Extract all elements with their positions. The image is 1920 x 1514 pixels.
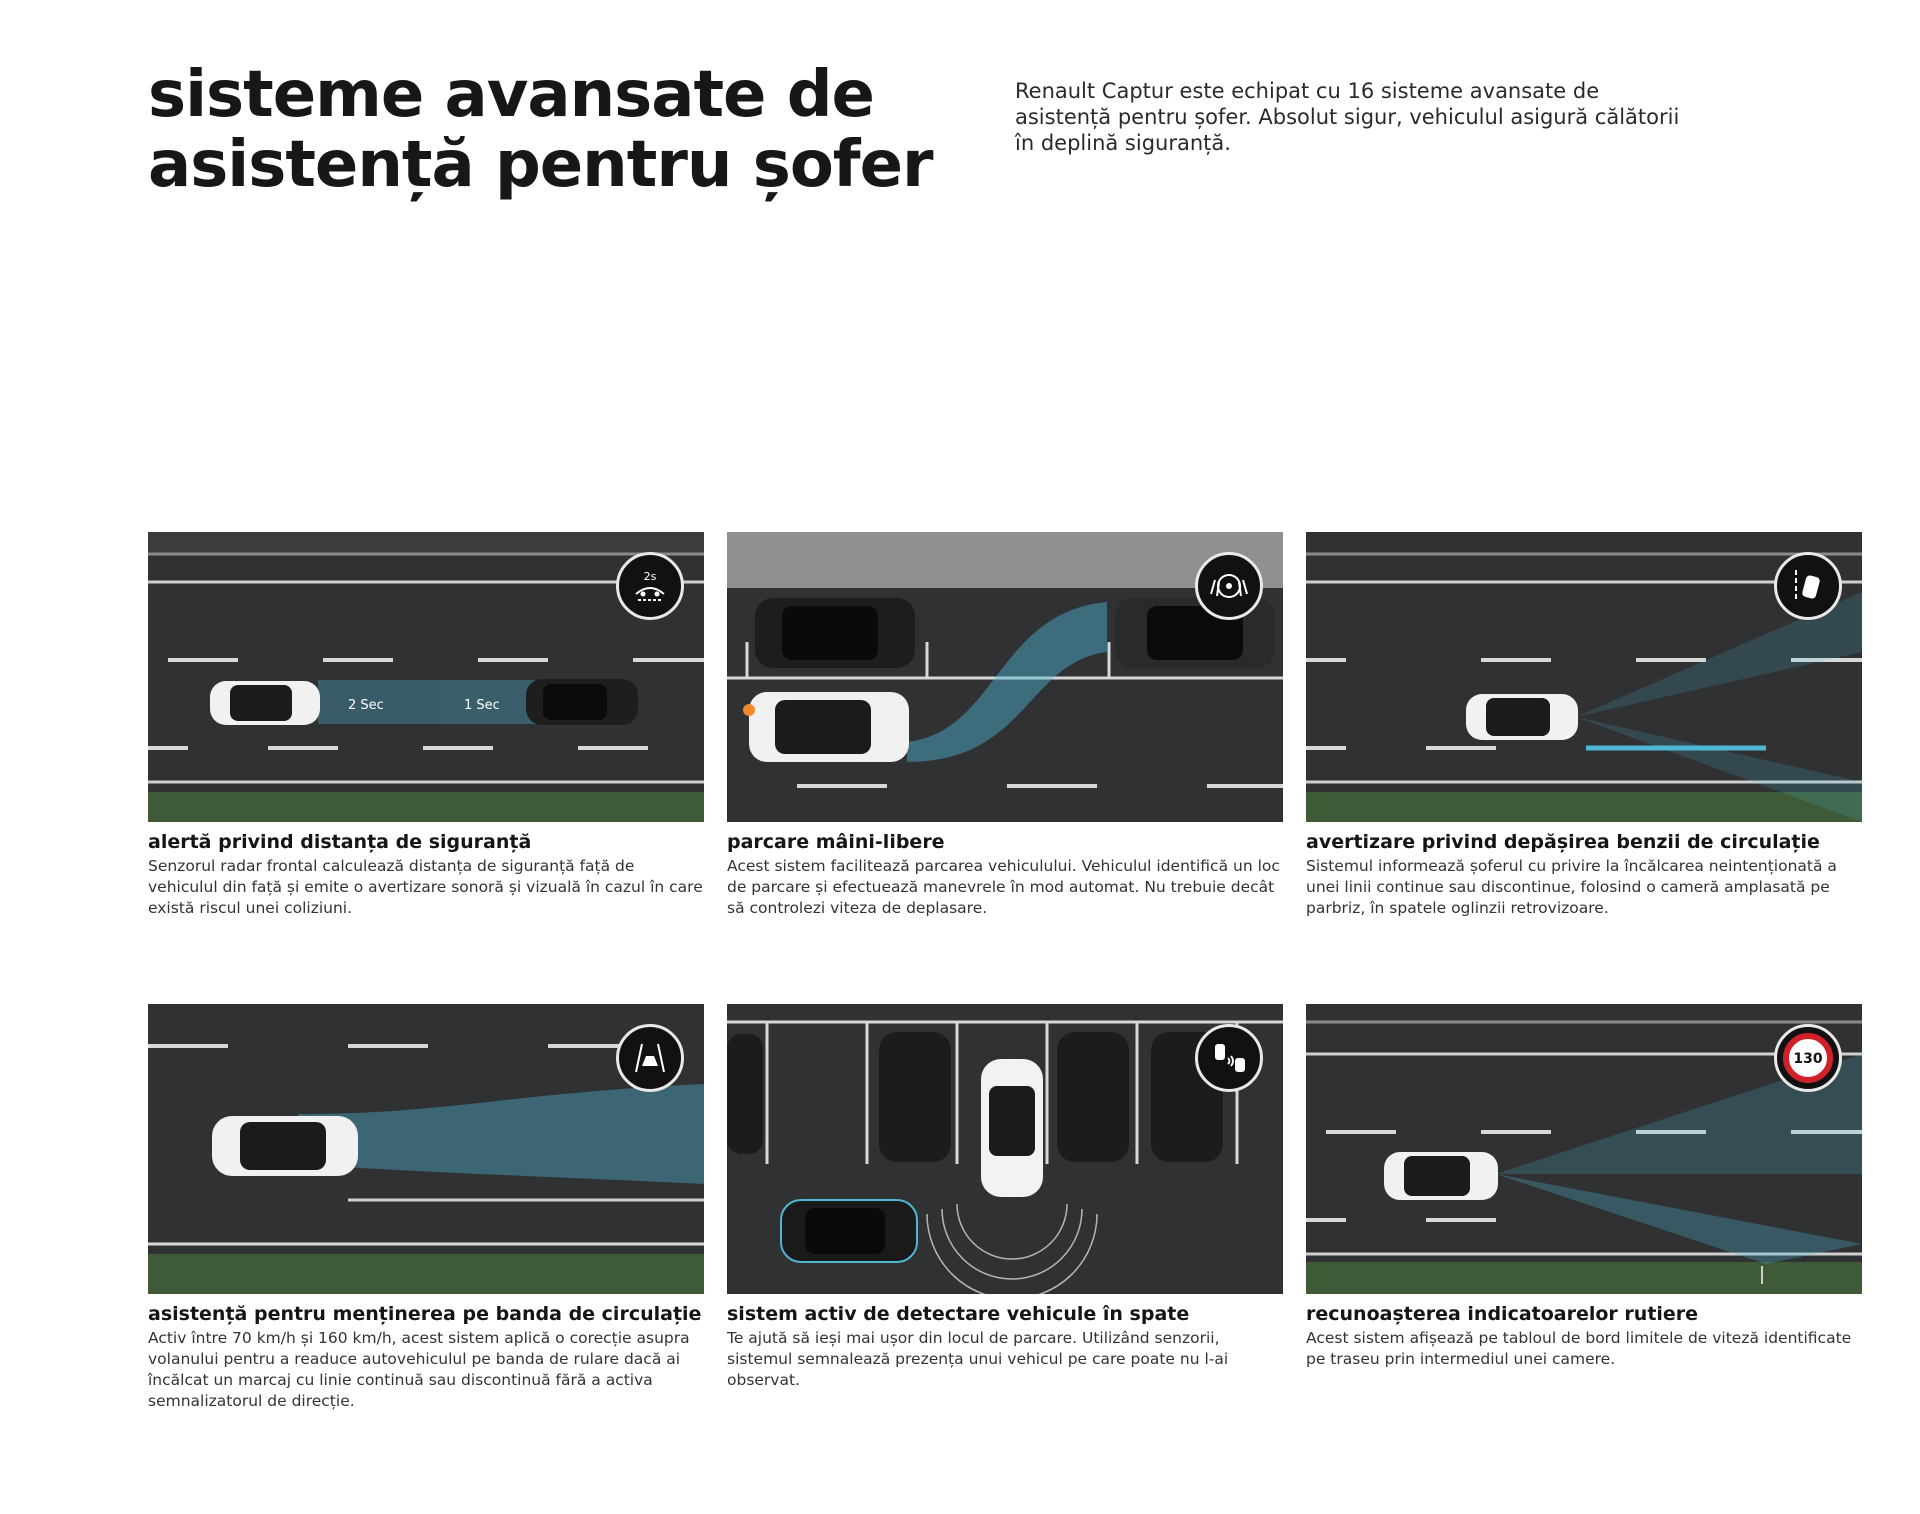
gap-label-2s: 2 Sec — [348, 698, 384, 713]
lane-departure-icon — [1774, 552, 1842, 620]
sign-recognition-image — [1306, 1004, 1862, 1294]
feature-description: Acest sistem afișează pe tabloul de bord limitele de viteză identificate pe traseu prin intermediul unei camere. — [1306, 1329, 1852, 1368]
rear-cross-traffic-image — [727, 1004, 1283, 1294]
feature-title: recunoașterea indicatoarelor rutiere — [1306, 1303, 1699, 1325]
feature-card-sign-recognition — [1306, 1004, 1862, 1370]
feature-description: Activ între 70 km/h și 160 km/h, acest sistem aplică o corecție asupra volanului pentru a readuce autovehiculul pe banda de rulare dacă ai încălcat un marcaj cu linie continuă sau discontinuă fără a activa semnalizatorul de direcție. — [148, 1329, 690, 1410]
feature-title: asistență pentru menținerea pe banda de circulație — [148, 1303, 702, 1325]
feature-card-hands-free-parking — [727, 532, 1283, 919]
feature-description: Sistemul informează șoferul cu privire la încălcarea neintenționată a unei linii continue sau discontinue, folosind o cameră amplasată pe parbriz, în spatele oglinzii retrovizoare. — [1306, 857, 1837, 917]
svg-text:2s: 2s — [643, 570, 657, 583]
page-title-line-1: sisteme avansate de — [148, 58, 874, 132]
feature-card-rear-cross-traffic — [727, 1004, 1283, 1391]
parking-white-car — [743, 692, 909, 762]
reversing-white-car — [981, 1059, 1043, 1197]
feature-description: Te ajută să ieși mai ușor din locul de parcare. Utilizând senzorii, sistemul semnalează prezența unui vehicul pe care poate nu l-ai observat. — [727, 1329, 1229, 1389]
intro-paragraph: Renault Captur este echipat cu 16 sisteme avansate de asistență pentru șofer. Absolut sigur, vehiculul asigură călătorii în deplină siguranță. — [1015, 79, 1680, 155]
feature-title: avertizare privind depășirea benzii de circulație — [1306, 831, 1820, 853]
rear-cross-traffic-icon — [1195, 1024, 1263, 1092]
feature-title: alertă privind distanța de siguranță — [148, 831, 532, 853]
speed-sign-icon — [1774, 1024, 1842, 1092]
svg-text:130: 130 — [1793, 1051, 1823, 1067]
hands-free-steering-icon — [1195, 552, 1263, 620]
gap-label-1s: 1 Sec — [464, 698, 500, 713]
passing-black-car — [781, 1200, 917, 1262]
feature-card-distance-alert — [148, 532, 704, 919]
feature-title: parcare mâini-libere — [727, 831, 945, 853]
feature-card-lane-departure — [1306, 532, 1862, 919]
distance-alert-image — [148, 532, 704, 822]
hands-free-parking-image — [727, 532, 1283, 822]
feature-description: Senzorul radar frontal calculează distanța de siguranță față de vehiculul din față și emite o avertizare sonoră și vizuală în cazul în care există riscul unei coliziuni. — [148, 857, 703, 917]
lane-departure-image — [1306, 532, 1862, 822]
lane-keeping-icon — [616, 1024, 684, 1092]
white-car — [1384, 1152, 1498, 1200]
white-car — [1466, 694, 1578, 740]
black-car — [526, 679, 638, 725]
white-car — [210, 681, 320, 725]
page-title — [148, 60, 1008, 200]
feature-card-lane-keeping — [148, 1004, 704, 1412]
feature-description: Acest sistem facilitează parcarea vehiculului. Vehiculul identifică un loc de parcare și efectuează manevrele în mod automat. Nu trebuie decât să controlezi viteza de deplasare. — [727, 857, 1280, 917]
distance-alert-icon — [616, 552, 684, 620]
feature-title: sistem activ de detectare vehicule în spate — [727, 1303, 1190, 1325]
parked-car-left — [755, 598, 915, 668]
white-car — [212, 1116, 358, 1176]
lane-keeping-image — [148, 1004, 704, 1294]
page-title-line-2: asistență pentru șofer — [148, 128, 933, 202]
